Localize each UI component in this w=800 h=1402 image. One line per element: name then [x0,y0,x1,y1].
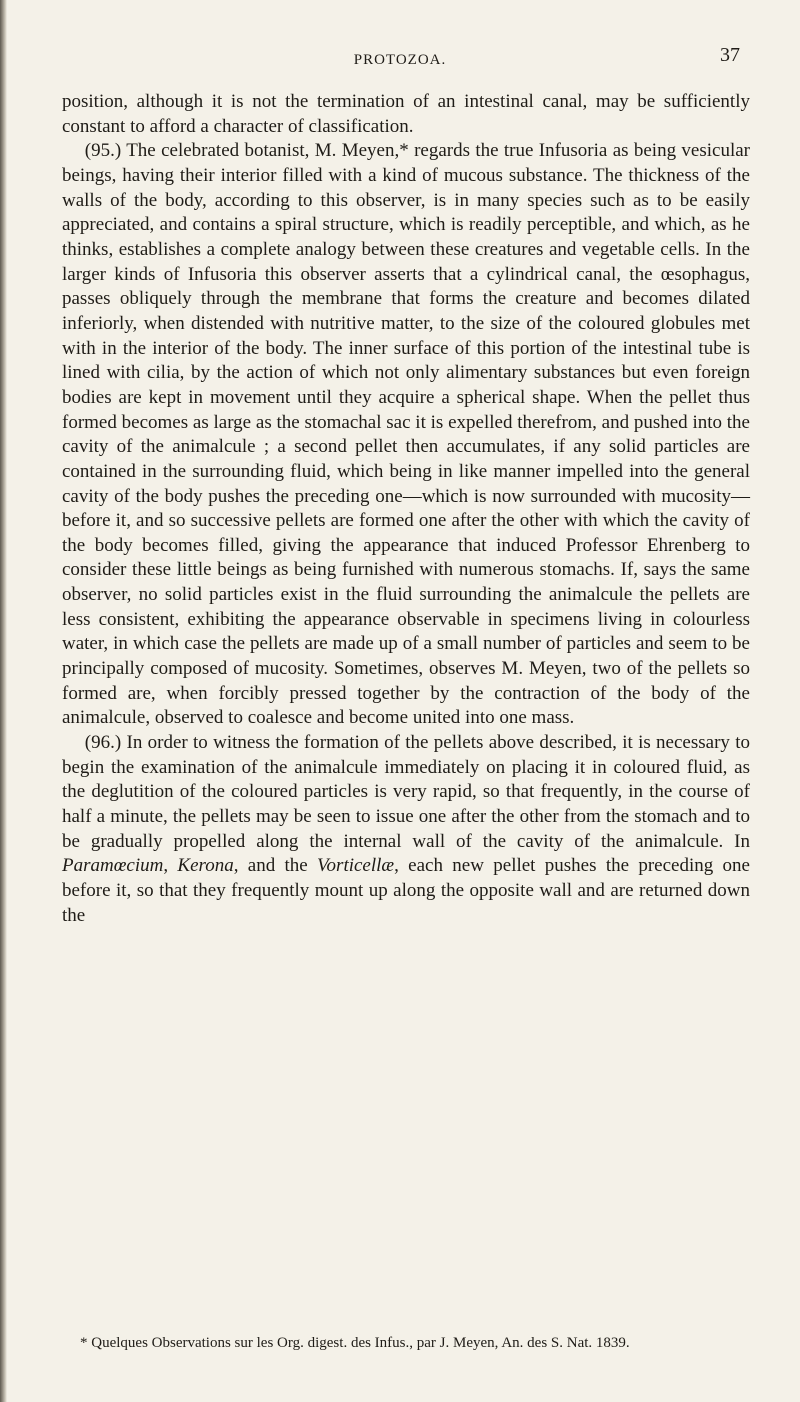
genus-vorticellae: Vorticellæ [317,855,395,877]
running-head: PROTOZOA. [353,52,447,68]
main-text [62,90,750,928]
separator: , [163,855,178,877]
page-number: 37 [720,44,740,66]
genus-kerona: Kerona [177,855,234,877]
page-header [60,44,740,76]
paragraph-96-start: (96.) In order to witness the formation of the pellets above described, it is necessary to begin the examination of the animalcule immediately on placing it in coloured fluid, as the deglutition of the coloured particles is very rapid, so that frequently, in the course of half a minute, the pellets may be seen to issue one after the other from the stomach and to be gradually propelled along the internal wall of the cavity of the animalcule. In [62,732,750,852]
paragraph-96-end: , each new pellet pushes the preceding one before it, so that they frequently mount up along the opposite wall and are returned down the [62,855,750,926]
paragraph-continuation: position, although it is not the termination of an intestinal canal, may be sufficiently constant to afford a character of classification. [62,91,750,137]
page-left-edge [0,0,7,1402]
genus-paramoecium: Paramœcium [62,855,164,877]
paragraph-95: (95.) The celebrated botanist, M. Meyen,* regards the true Infusoria as being vesicular beings, having their interior filled with a kind of mucous substance. The thickness of the walls of the body, according to this observer, is in many species such as to be easily appreciated, and contains a spiral structure, which is readily perceptible, and which, as he thinks, establishes a complete analogy between these creatures and vegetable cells. In the larger kinds of Infusoria this observer asserts that a cylindrical canal, the œsophagus, passes obliquely through the membrane that forms the creature and becomes dilated inferiorly, when distended with nutritive matter, to the size of the coloured globules met with in the interior of the body. The inner surface of this portion of the intestinal tube is lined with cilia, by the action of which not only alimentary substances but even foreign bodies are kept in movement until they acquire a spherical shape. When the pellet thus formed becomes as large as the stomachal sac it is expelled therefrom, and pushed into the cavity of the animalcule ; a second pellet then accumulates, if any solid particles are contained in the surrounding fluid, which being in like manner impelled into the general cavity of the body pushes the preceding one—which is now surrounded with mucosity—before it, and so successive pellets are formed one after the other with which the cavity of the body becomes filled, giving the appearance that induced Professor Ehrenberg to consider these little beings as being furnished with numerous stomachs. If, says the same observer, no solid particles exist in the fluid surrounding the animalcule the pellets are less consistent, exhibiting the appearance observable in specimens living in colourless water, in which case the pellets are made up of a small number of particles and seem to be principally composed of mucosity. Sometimes, observes M. Meyen, two of the pellets so formed are, when forcibly pressed together by the contraction of the body of the animalcule, observed to coalesce and become united into one mass. [62,140,750,729]
separator: , and the [233,855,318,877]
footnote: * Quelques Observations sur les Org. digest. des Infus., par J. Meyen, An. des S. Nat. 1839. [80,1335,630,1351]
paragraph-96 [62,731,750,928]
